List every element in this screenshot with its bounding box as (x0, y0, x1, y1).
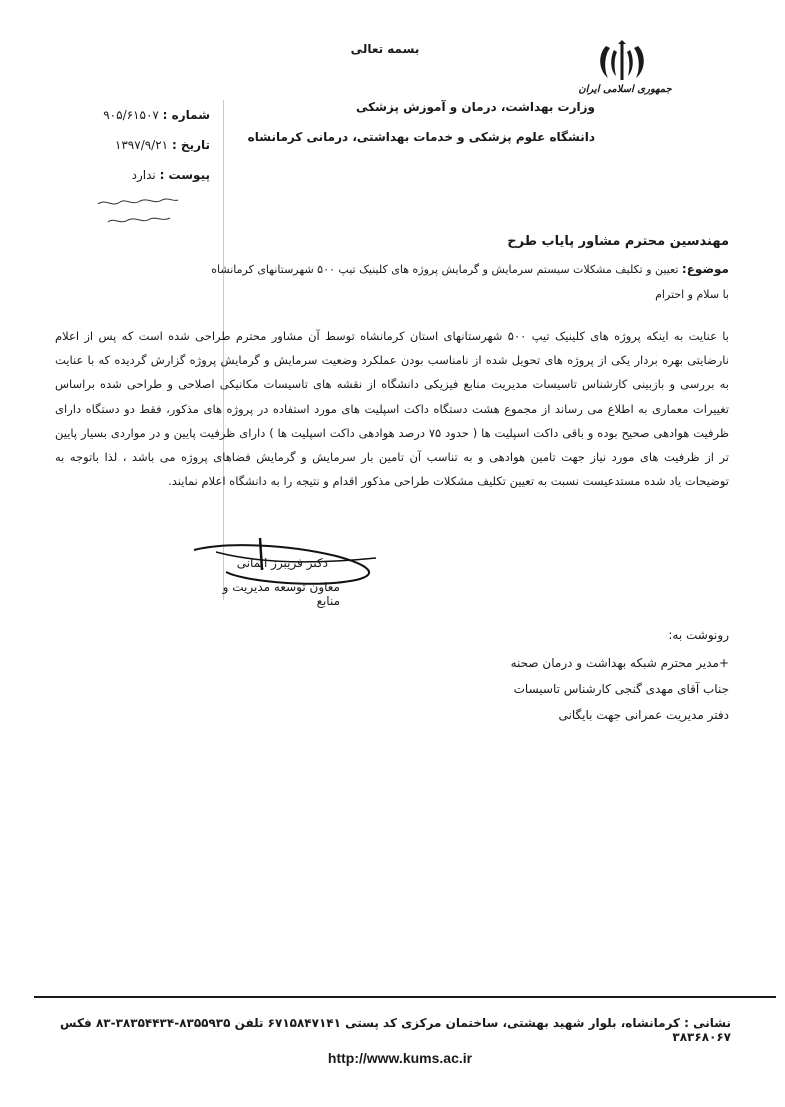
cc-list-item: +مدیر محترم شبکه بهداشت و درمان صحنه (510, 656, 729, 670)
signer-title: معاون توسعه مدیریت و منابع (222, 580, 340, 608)
footer-rule (34, 996, 776, 998)
letter-number (70, 108, 210, 122)
letter-date-label: تاریخ : (171, 138, 210, 152)
subject-line (89, 262, 729, 276)
footer-address: نشانی : کرمانشاه، بلوار شهید بهشتی، ساختمان مرکزی کد پستی ۶۷۱۵۸۴۷۱۴۱ تلفن ۸۳۵۵۹۳۵-۳۸۳۵۴۴۳۴-۸۳ فکس ۳۸۳۶۸۰۶۷ (59, 1016, 731, 1044)
footer-website: http://www.kums.ac.ir (327, 1050, 473, 1066)
signer-name: دکتر فریبرز ایمانی (236, 556, 328, 570)
letter-number-label: شماره : (162, 108, 210, 122)
addressee: مهندسین محترم مشاور پایاب طرح (507, 234, 729, 249)
letter-attachment (70, 168, 210, 182)
cc-list-item: دفتر مدیریت عمرانی جهت بایگانی (558, 708, 729, 722)
republic-caption: جمهوری اسلامی ایران (578, 84, 672, 95)
letter-date (70, 138, 210, 152)
iran-emblem-icon (596, 40, 648, 84)
letter-body: با عنایت به اینکه پروژه های کلینیک تیپ ۵۰۰ شهرستانهای استان کرمانشاه توسط آن مشاور محترم طراحی شده است که پس از اعلام نارضایتی بهره بردار یکی از پروژه های تحویل شده از نامناسب بودن عملکرد وضعیت سرمایش و گرمایش پروژه گزارش گردیده که با عنایت به بررسی و بازبینی کارشناس تاسیسات مدیریت منابع فیزیکی دانشگاه از نقشه های تاسیسات مکانیکی اصلاحی و طراحی شده براساس تغییرات معماری به اطلاع می رساند از مجموع هشت دستگاه داکت اسپلیت های مورد استفاده در پروژه های مذکور، فقط دو دستگاه دارای ظرفیت هوادهی صحیح بوده و باقی داکت اسپلیت ها ( حدود ۷۵ درصد هوادهی داکت اسپلیت ها ) دارای ظرفیت پایین و در مواردی بسیار پایین تر از ظرفیت های مورد نیاز جهت تامین هوادهی و به تناسب آن تامین بار سرمایش و گرمایش فضاهای پروژه می باشد ، لذا باتوجه به توضیحات یاد شده مستدعیست نسبت به تعیین تکلیف مشکلات طراحی مذکور اقدام و نتیجه را به دانشگاه اعلام نمایند. (55, 329, 729, 489)
handwritten-note-scribble (92, 192, 182, 232)
cc-heading: رونوشت به: (668, 628, 729, 642)
letter-attachment-value: ندارد (131, 168, 156, 182)
letter-date-value: ۱۳۹۷/۹/۲۱ (114, 138, 169, 152)
bismillah-heading: بسمه تعالی (350, 42, 420, 56)
letter-attachment-label: پیوست : (159, 168, 210, 182)
letter-number-value: ۹۰۵/۶۱۵۰۷ (103, 108, 159, 122)
university-name: دانشگاه علوم پزشکی و خدمات بهداشتی، درمانی کرمانشاه (247, 130, 595, 144)
ministry-name: وزارت بهداشت، درمان و آموزش پزشکی (356, 100, 595, 114)
greeting: با سلام و احترام (655, 288, 729, 301)
cc-list-item: جناب آقای مهدی گنجی کارشناس تاسیسات (513, 682, 729, 696)
subject-label: موضوع: (681, 262, 729, 276)
subject-text: تعیین و تکلیف مشکلات سیستم سرمایش و گرمایش پروژه های کلینیک تیپ ۵۰۰ شهرستانهای کرمانشاه (211, 263, 679, 276)
